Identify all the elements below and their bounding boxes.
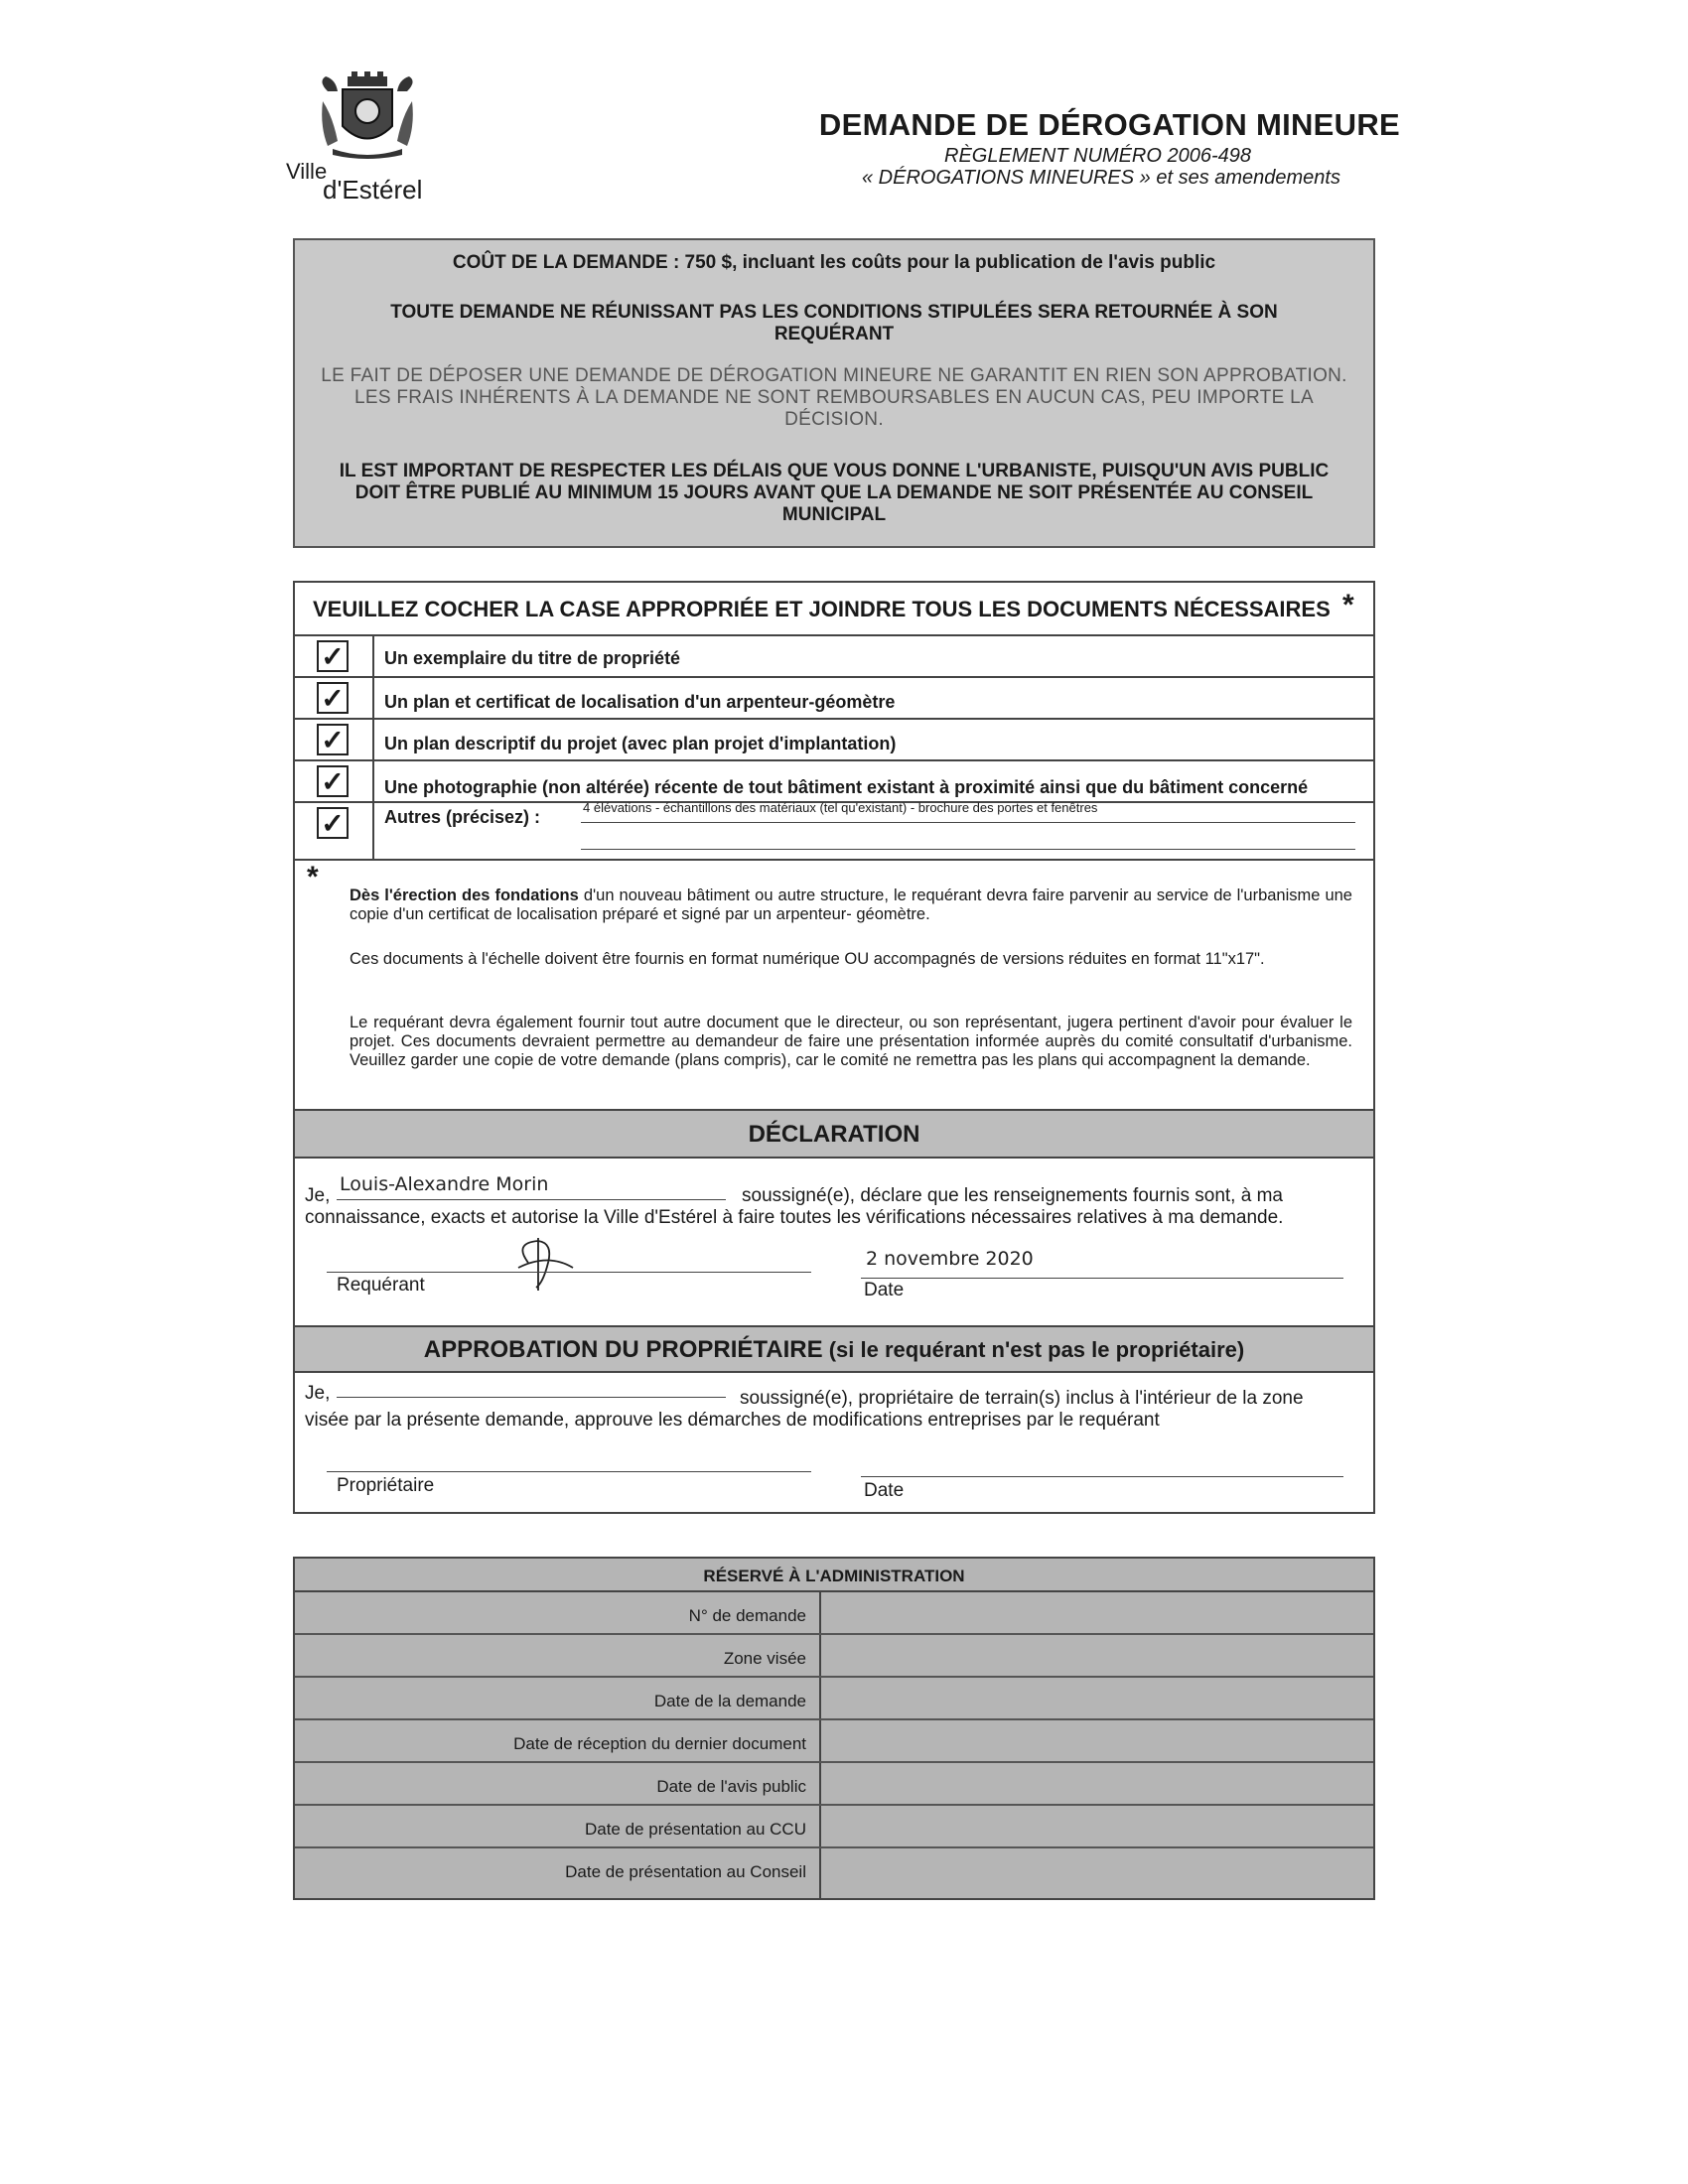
- checklist-star: *: [1342, 589, 1354, 621]
- checkbox-plan-descriptif[interactable]: ✓: [317, 724, 349, 755]
- application-form: [293, 581, 1375, 1514]
- approbation-text-1: soussigné(e), propriétaire de terrain(s) inclus à l'intérieur de la zone: [740, 1388, 1304, 1409]
- approbation-text-2: visée par la présente demande, approuve les démarches de modifications entreprises par le requérant: [305, 1410, 1160, 1431]
- checkbox-titre-propriete[interactable]: ✓: [317, 640, 349, 672]
- proprietaire-signature-field[interactable]: [327, 1471, 811, 1472]
- form-subtitle-amendments: « DÉROGATIONS MINEURES » et ses amendements: [861, 167, 1340, 189]
- approbation-date-field[interactable]: [861, 1476, 1343, 1477]
- note-fondations-bold: Dès l'érection des fondations: [350, 887, 579, 904]
- admin-reserved-table: [293, 1557, 1375, 1900]
- notice-cost: COÛT DE LA DEMANDE : 750 $, incluant les coûts pour la publication de l'avis public: [452, 252, 1216, 273]
- notice-conditions: TOUTE DEMANDE NE RÉUNISSANT PAS LES CONDITIONS STIPULÉES SERA RETOURNÉE À SON REQUÉRANT: [390, 302, 1278, 344]
- approbation-date-label: Date: [864, 1480, 905, 1501]
- admin-row: [295, 1848, 1373, 1891]
- checkbox-certificat-localisation[interactable]: ✓: [317, 682, 349, 714]
- admin-row-label: Zone visée: [723, 1649, 806, 1668]
- requerant-label: Requérant: [337, 1275, 425, 1296]
- logo-text-esterel: d'Estérel: [323, 175, 423, 205]
- admin-row-label: Date de présentation au Conseil: [565, 1862, 806, 1881]
- notice-deadlines: IL EST IMPORTANT DE RESPECTER LES DÉLAIS QUE VOUS DONNE L'URBANISTE, PUISQU'UN AVIS PUBLIC DOIT ÊTRE PUBLIÉ AU MINIMUM 15 JOURS AVANT QUE LA DEMANDE NE SOIT PRÉSENTÉE AU CONSEIL MUNICIPAL: [339, 461, 1330, 525]
- checklist-item-label: Un plan et certificat de localisation d'un arpenteur-géomètre: [384, 692, 896, 712]
- logo-text-ville: Ville: [286, 159, 328, 184]
- admin-row: [295, 1763, 1373, 1806]
- declarant-name-field[interactable]: Louis-Alexandre Morin: [340, 1173, 549, 1195]
- admin-row-label: Date de la demande: [653, 1692, 806, 1710]
- declaration-header: DÉCLARATION: [295, 1109, 1373, 1159]
- admin-row-label: Date de réception du dernier document: [513, 1734, 806, 1753]
- declaration-date-field[interactable]: 2 novembre 2020: [866, 1248, 1034, 1270]
- proprietaire-name-field[interactable]: [337, 1397, 726, 1398]
- admin-row: [295, 1678, 1373, 1720]
- admin-row: [295, 1720, 1373, 1763]
- note-fondations-text: d'un nouveau bâtiment ou autre structure, le requérant devra faire parvenir au service de l'urbanisme une copie d'un certificat de localisation préparé et signé par un arpenteur- géomètre.: [350, 887, 1352, 923]
- checkbox-autres[interactable]: ✓: [317, 807, 349, 839]
- approbation-je: Je,: [305, 1383, 331, 1404]
- declaration-text-2: connaissance, exacts et autorise la Ville d'Estérel à faire toutes les vérifications nécessaires relatives à ma demande.: [305, 1207, 1284, 1228]
- notice-no-guarantee: LE FAIT DE DÉPOSER UNE DEMANDE DE DÉROGATION MINEURE NE GARANTIT EN RIEN SON APPROBATION. LES FRAIS INHÉRENTS À LA DEMANDE NE SONT REMBOURSABLES EN AUCUN CAS, PEU IMPORTE LA DÉCISION.: [321, 365, 1347, 430]
- declaration-text-1: soussigné(e), déclare que les renseignements fournis sont, à ma: [742, 1185, 1283, 1206]
- admin-row: [295, 1635, 1373, 1678]
- autres-field-value[interactable]: 4 élévations - échantillons des matériaux (tel qu'existant) - brochure des portes et fenêtres: [583, 800, 1098, 815]
- checklist-item-label: Autres (précisez) :: [384, 807, 541, 827]
- checklist-item-label: Un exemplaire du titre de propriété: [384, 648, 681, 668]
- admin-row-label: Date de présentation au CCU: [584, 1820, 806, 1839]
- approbation-header: [295, 1325, 1373, 1373]
- notice-box: [293, 238, 1375, 548]
- approbation-subtitle: (si le requérant n'est pas le propriétaire): [822, 1337, 1245, 1362]
- declaration-je: Je,: [305, 1185, 331, 1206]
- admin-row: [295, 1592, 1373, 1635]
- admin-title: RÉSERVÉ À L'ADMINISTRATION: [295, 1559, 1373, 1592]
- checklist-item-label: Un plan descriptif du projet (avec plan projet d'implantation): [384, 734, 897, 753]
- note-format: Ces documents à l'échelle doivent être fournis en format numérique OU accompagnés de versions réduites en format 11"x17".: [350, 950, 1265, 968]
- form-title: DEMANDE DE DÉROGATION MINEURE: [818, 107, 1400, 142]
- admin-row-label: N° de demande: [688, 1606, 806, 1625]
- checkbox-photographie[interactable]: ✓: [317, 765, 349, 797]
- form-subtitle-regulation: RÈGLEMENT NUMÉRO 2006-498: [944, 145, 1251, 167]
- approbation-title: APPROBATION DU PROPRIÉTAIRE: [423, 1336, 823, 1363]
- admin-row-label: Date de l'avis public: [656, 1777, 806, 1796]
- checklist-header: VEUILLEZ COCHER LA CASE APPROPRIÉE ET JOINDRE TOUS LES DOCUMENTS NÉCESSAIRES: [313, 597, 1331, 621]
- note-documents: Le requérant devra également fournir tout autre document que le directeur, ou son représentant, jugera pertinent d'avoir pour évaluer le projet. Ces documents devraient permettre au demandeur de faire une présentation informée auprès du comité consultatif d'urbanisme. Veuillez garder une copie de votre demande (plans compris), car le comité ne remettra pas les plans qui accompagnent la demande.: [350, 1014, 1352, 1069]
- declaration-date-label: Date: [864, 1280, 905, 1300]
- admin-row: [295, 1806, 1373, 1848]
- notes-star: *: [307, 861, 319, 893]
- requerant-signature: [508, 1233, 578, 1297]
- proprietaire-label: Propriétaire: [337, 1475, 435, 1496]
- note-fondations: [350, 887, 1352, 924]
- checklist-item-label: Une photographie (non altérée) récente de tout bâtiment existant à proximité ainsi que du bâtiment concerné: [384, 777, 1309, 797]
